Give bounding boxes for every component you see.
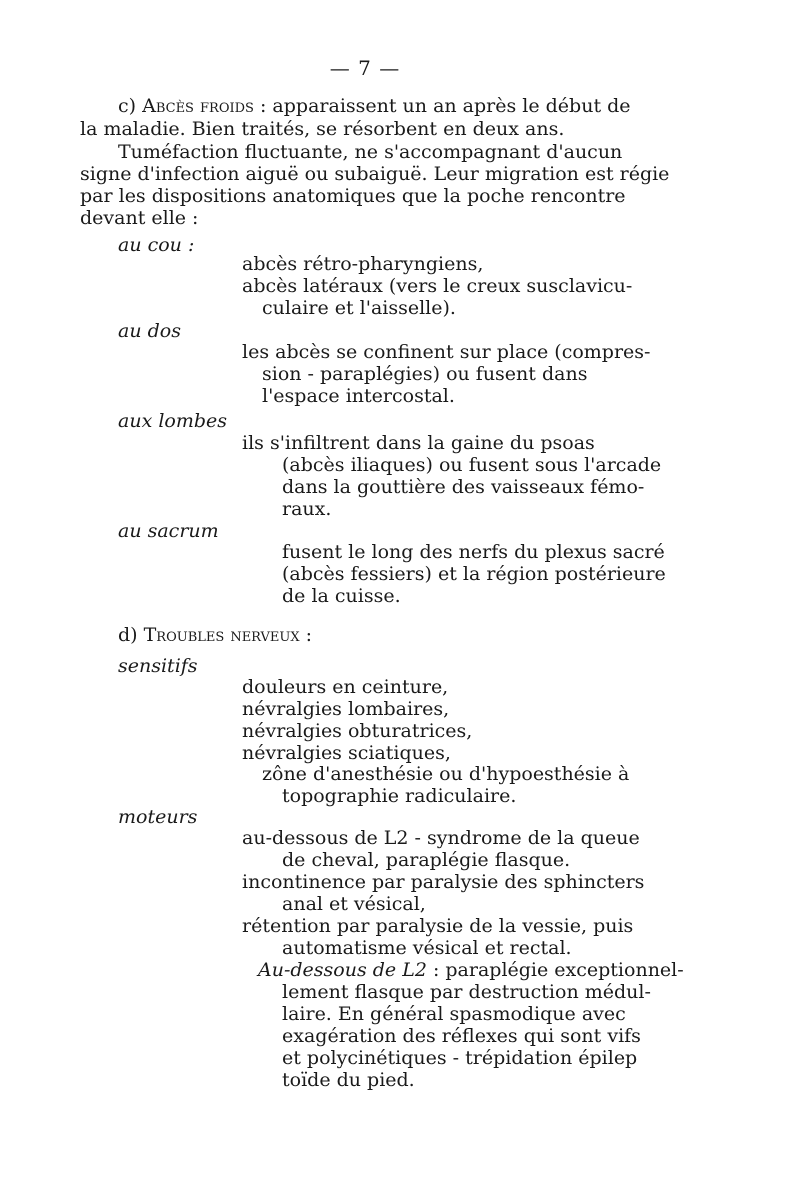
item-line: incontinence par paralysie des sphincters: [242, 871, 645, 893]
item-line: de la cuisse.: [282, 585, 401, 607]
item-line: dans la gouttière des vaisseaux fémo-: [282, 476, 645, 498]
item-line: automatisme vésical et rectal.: [282, 937, 572, 959]
item-line: sion - paraplégies) ou fusent dans: [262, 363, 588, 385]
item-line: anal et vésical,: [282, 893, 426, 915]
category-moteurs: moteurs: [118, 806, 198, 828]
section-c-intro: apparaissent un an après le début de: [266, 95, 631, 117]
item-italic-prefix: Au-dessous de L2: [258, 959, 427, 981]
item-line: (abcès fessiers) et la région postérieure: [282, 563, 666, 585]
item-line: abcès rétro-pharyngiens,: [242, 253, 484, 275]
item-line: toïde du pied.: [282, 1069, 415, 1091]
item-line: rétention par paralysie de la vessie, puis: [242, 915, 634, 937]
item-line: zône d'anesthésie ou d'hypoesthésie à: [262, 763, 630, 785]
section-d-label: d): [118, 624, 138, 646]
section-d-heading: [118, 624, 312, 646]
item-line: laire. En général spasmodique avec: [282, 1003, 626, 1025]
item-line: (abcès iliaques) ou fusent sous l'arcade: [282, 454, 662, 476]
item-line: de cheval, paraplégie flasque.: [282, 849, 571, 871]
section-c-colon: :: [253, 95, 267, 117]
item-line: névralgies sciatiques,: [242, 742, 451, 764]
item-line: névralgies obturatrices,: [242, 720, 473, 742]
category-aux-lombes: aux lombes: [118, 410, 228, 432]
section-d-colon: :: [299, 624, 313, 646]
category-au-sacrum: au sacrum: [118, 520, 219, 542]
item-line: ils s'infiltrent dans la gaine du psoas: [242, 432, 595, 454]
item-line: raux.: [282, 498, 332, 520]
body-line: signe d'infection aiguë ou subaiguë. Leur migration est régie: [80, 163, 670, 185]
section-c-heading: [118, 95, 631, 117]
item-line: topographie radiculaire.: [282, 785, 517, 807]
section-c-label: c): [118, 95, 137, 117]
item-line: fusent le long des nerfs du plexus sacré: [282, 541, 665, 563]
body-line: la maladie. Bien traités, se résorbent en deux ans.: [80, 118, 565, 140]
category-au-dos: au dos: [118, 320, 181, 342]
body-line: par les dispositions anatomiques que la poche rencontre: [80, 185, 626, 207]
item-text: : paraplégie exceptionnel-: [426, 959, 684, 981]
body-line: Tuméfaction fluctuante, ne s'accompagnant d'aucun: [118, 141, 623, 163]
item-line: [258, 959, 684, 981]
item-line: douleurs en ceinture,: [242, 676, 449, 698]
item-line: au-dessous de L2 - syndrome de la queue: [242, 827, 640, 849]
item-line: l'espace intercostal.: [262, 385, 455, 407]
item-line: lement flasque par destruction médul-: [282, 981, 651, 1003]
section-d-title: Troubles nerveux: [143, 624, 300, 646]
item-line: abcès latéraux (vers le creux susclavicu-: [242, 275, 633, 297]
body-line: devant elle :: [80, 207, 199, 229]
page-number: — 7 —: [329, 56, 401, 80]
item-line: culaire et l'aisselle).: [262, 297, 456, 319]
item-line: névralgies lombaires,: [242, 698, 450, 720]
item-line: les abcès se confinent sur place (compres-: [242, 341, 651, 363]
section-c-title: Abcès froids: [142, 95, 254, 117]
category-au-cou: au cou :: [118, 234, 195, 256]
category-sensitifs: sensitifs: [118, 655, 198, 677]
item-line: et polycinétiques - trépidation épilep: [282, 1047, 638, 1069]
item-line: exagération des réflexes qui sont vifs: [282, 1025, 641, 1047]
